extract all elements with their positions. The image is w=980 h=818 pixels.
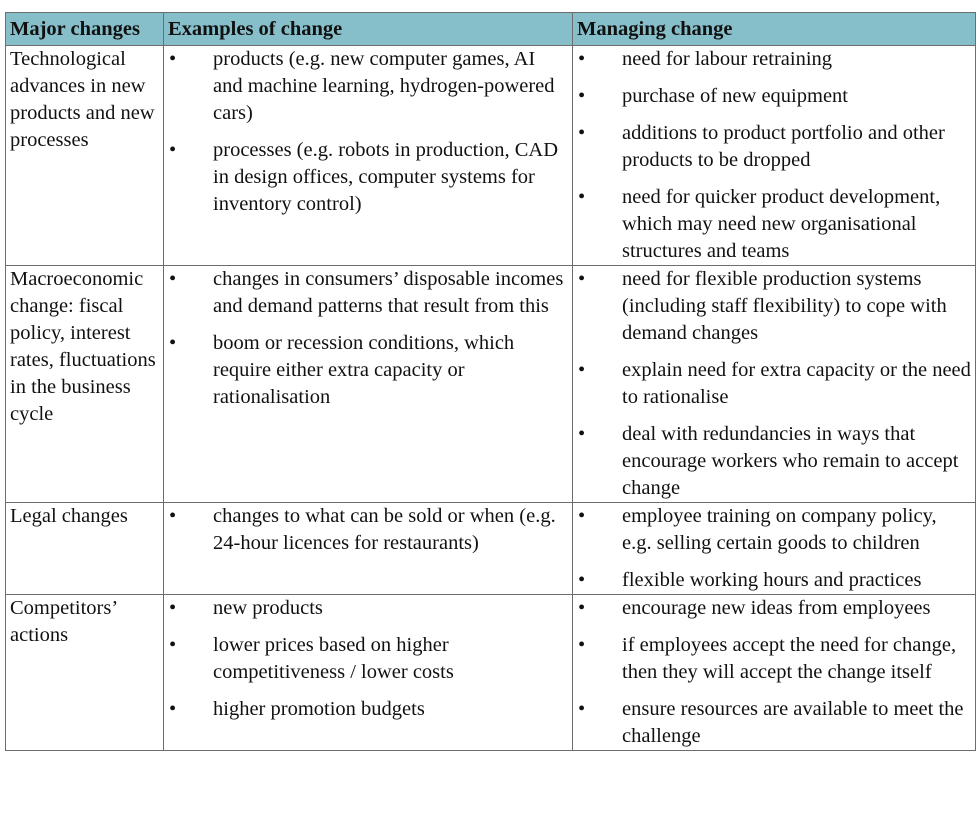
change-management-table (5, 12, 976, 751)
list-item-text: if employees accept the need for change, then they will accept the change itself (622, 634, 957, 683)
list-item (168, 503, 568, 557)
examples-cell (164, 503, 573, 595)
examples-list (168, 266, 568, 411)
managing-list (577, 503, 971, 594)
header-examples-of-change: Examples of change (164, 13, 573, 46)
list-item-text: new products (213, 597, 323, 619)
header-managing-change: Managing change (573, 13, 976, 46)
list-item (168, 595, 568, 622)
bullet-icon: • (169, 597, 177, 619)
major-change-cell: Macroeconomic change: fiscal policy, interest rates, fluctuations in the business cycle (6, 266, 164, 503)
managing-list (577, 595, 971, 750)
bullet-icon: • (578, 268, 586, 290)
list-item-text: processes (e.g. robots in production, CAD in design offices, computer systems for inventory control) (213, 139, 559, 215)
examples-list (168, 503, 568, 557)
list-item-text: deal with redundancies in ways that encourage workers who remain to accept change (622, 423, 959, 499)
bullet-icon: • (169, 698, 177, 720)
list-item (577, 266, 971, 347)
examples-cell (164, 46, 573, 266)
managing-cell (573, 595, 976, 751)
list-item (577, 421, 971, 502)
major-change-cell: Legal changes (6, 503, 164, 595)
bullet-icon: • (578, 698, 586, 720)
bullet-icon: • (578, 48, 586, 70)
list-item-text: boom or recession conditions, which require either extra capacity or rationalisation (213, 332, 515, 408)
list-item-text: need for labour retraining (622, 48, 833, 70)
list-item (577, 120, 971, 174)
examples-cell (164, 595, 573, 751)
table-header (6, 13, 976, 46)
list-item (577, 696, 971, 750)
list-item (168, 330, 568, 411)
managing-list (577, 46, 971, 265)
list-item-text: changes in consumers’ disposable incomes and demand patterns that result from this (213, 268, 564, 317)
list-item (577, 357, 971, 411)
bullet-icon: • (169, 505, 177, 527)
bullet-icon: • (578, 186, 586, 208)
bullet-icon: • (578, 505, 586, 527)
list-item-text: encourage new ideas from employees (622, 597, 931, 619)
list-item (168, 46, 568, 127)
bullet-icon: • (169, 268, 177, 290)
managing-cell (573, 503, 976, 595)
list-item-text: changes to what can be sold or when (e.g. 24-hour licences for restaurants) (213, 505, 556, 554)
list-item-text: flexible working hours and practices (622, 569, 922, 591)
list-item-text: additions to product portfolio and other products to be dropped (622, 122, 945, 171)
header-major-changes: Major changes (6, 13, 164, 46)
list-item-text: products (e.g. new computer games, AI and machine learning, hydrogen-powered cars) (213, 48, 555, 124)
table-row (6, 503, 976, 595)
major-change-cell: Technological advances in new products and new processes (6, 46, 164, 266)
table-row (6, 266, 976, 503)
bullet-icon: • (578, 85, 586, 107)
managing-list (577, 266, 971, 502)
table-row (6, 595, 976, 751)
list-item (577, 184, 971, 265)
major-change-cell: Competitors’ actions (6, 595, 164, 751)
bullet-icon: • (169, 634, 177, 656)
bullet-icon: • (578, 122, 586, 144)
list-item-text: lower prices based on higher competitiveness / lower costs (213, 634, 454, 683)
list-item (168, 266, 568, 320)
list-item (577, 567, 971, 594)
bullet-icon: • (169, 139, 177, 161)
list-item-text: purchase of new equipment (622, 85, 848, 107)
managing-cell (573, 46, 976, 266)
examples-cell (164, 266, 573, 503)
list-item-text: employee training on company policy, e.g. selling certain goods to children (622, 505, 937, 554)
bullet-icon: • (578, 423, 586, 445)
list-item (577, 503, 971, 557)
bullet-icon: • (169, 48, 177, 70)
examples-list (168, 595, 568, 723)
list-item-text: higher promotion budgets (213, 698, 425, 720)
list-item-text: need for flexible production systems (including staff flexibility) to cope with demand changes (622, 268, 947, 344)
list-item (168, 696, 568, 723)
list-item-text: ensure resources are available to meet the challenge (622, 698, 964, 747)
list-item (577, 632, 971, 686)
bullet-icon: • (578, 597, 586, 619)
list-item (168, 137, 568, 218)
list-item-text: explain need for extra capacity or the need to rationalise (622, 359, 971, 408)
bullet-icon: • (578, 569, 586, 591)
bullet-icon: • (578, 359, 586, 381)
list-item (168, 632, 568, 686)
examples-list (168, 46, 568, 218)
list-item (577, 595, 971, 622)
table-row (6, 46, 976, 266)
bullet-icon: • (169, 332, 177, 354)
list-item (577, 46, 971, 73)
header-row (6, 13, 976, 46)
bullet-icon: • (578, 634, 586, 656)
list-item (577, 83, 971, 110)
list-item-text: need for quicker product development, which may need new organisational structures and teams (622, 186, 941, 262)
managing-cell (573, 266, 976, 503)
table-body (6, 46, 976, 751)
